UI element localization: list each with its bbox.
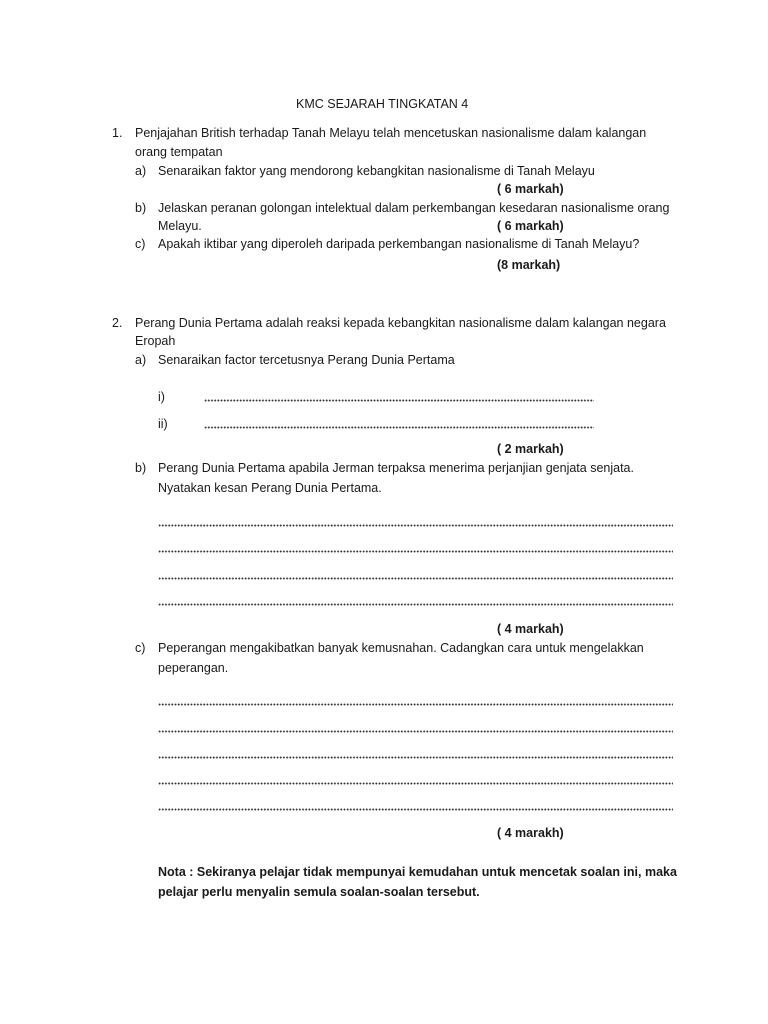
q1-stem-line1: Penjajahan British terhadap Tanah Melayu telah mencetuskan nasionalisme dalam kalangan: [135, 126, 647, 140]
q2c-answer-line: [158, 756, 673, 759]
q2c-marks: ( 4 marakh): [497, 826, 564, 840]
q1b-marks: ( 6 markah): [497, 219, 564, 233]
note-line2: pelajar perlu menyalin semula soalan-soalan tersebut.: [158, 885, 480, 899]
q1b-text-line1: Jelaskan peranan golongan intelektual dalam perkembangan kesedaran nasionalisme orang: [158, 201, 670, 215]
q2a-text: Senaraikan factor tercetusnya Perang Dunia Pertama: [158, 353, 455, 367]
q2a-item-ii-answer-line: [204, 426, 594, 429]
q2a-item-i-answer-line: [204, 399, 594, 402]
q2c-label: c): [135, 641, 146, 655]
q1a-marks: ( 6 markah): [497, 182, 564, 196]
q2b-answer-line: [158, 577, 673, 580]
page-title: KMC SEJARAH TINGKATAN 4: [296, 97, 469, 111]
q2-stem-line2: Eropah: [135, 334, 176, 348]
q2b-text-line1: Perang Dunia Pertama apabila Jerman terpaksa menerima perjanjian genjata senjata.: [158, 461, 634, 475]
q2c-answer-line: [158, 703, 673, 706]
q2a-marks: ( 2 markah): [497, 442, 564, 456]
q2-stem-line1: Perang Dunia Pertama adalah reaksi kepada kebangkitan nasionalisme dalam kalangan negara: [135, 316, 666, 330]
q2b-answer-line: [158, 524, 673, 527]
q2a-label: a): [135, 353, 147, 367]
q2b-label: b): [135, 461, 147, 475]
q2c-text-line2: peperangan.: [158, 661, 229, 675]
q2b-marks: ( 4 markah): [497, 622, 564, 636]
q2c-answer-line: [158, 730, 673, 733]
q1b-label: b): [135, 201, 147, 215]
q1a-text: Senaraikan faktor yang mendorong kebangkitan nasionalisme di Tanah Melayu: [158, 164, 595, 178]
q1c-label: c): [135, 237, 146, 251]
q2a-item-i-label: i): [158, 390, 165, 404]
q2c-answer-line: [158, 808, 673, 811]
q1b-text-line2: Melayu.: [158, 219, 202, 233]
q2c-text-line1: Peperangan mengakibatkan banyak kemusnahan. Cadangkan cara untuk mengelakkan: [158, 641, 644, 655]
q2b-text-line2: Nyatakan kesan Perang Dunia Pertama.: [158, 481, 382, 495]
q2b-answer-line: [158, 603, 673, 606]
q2b-answer-line: [158, 550, 673, 553]
q1-number: 1.: [112, 126, 123, 140]
q1c-marks: (8 markah): [497, 258, 561, 272]
q1c-text: Apakah iktibar yang diperoleh daripada perkembangan nasionalisme di Tanah Melayu?: [158, 237, 640, 251]
q1a-label: a): [135, 164, 147, 178]
q2c-answer-line: [158, 782, 673, 785]
q2-number: 2.: [112, 316, 123, 330]
q1-stem-line2: orang tempatan: [135, 145, 223, 159]
note-line1: Nota : Sekiranya pelajar tidak mempunyai kemudahan untuk mencetak soalan ini, maka: [158, 865, 677, 879]
q2a-item-ii-label: ii): [158, 417, 168, 431]
